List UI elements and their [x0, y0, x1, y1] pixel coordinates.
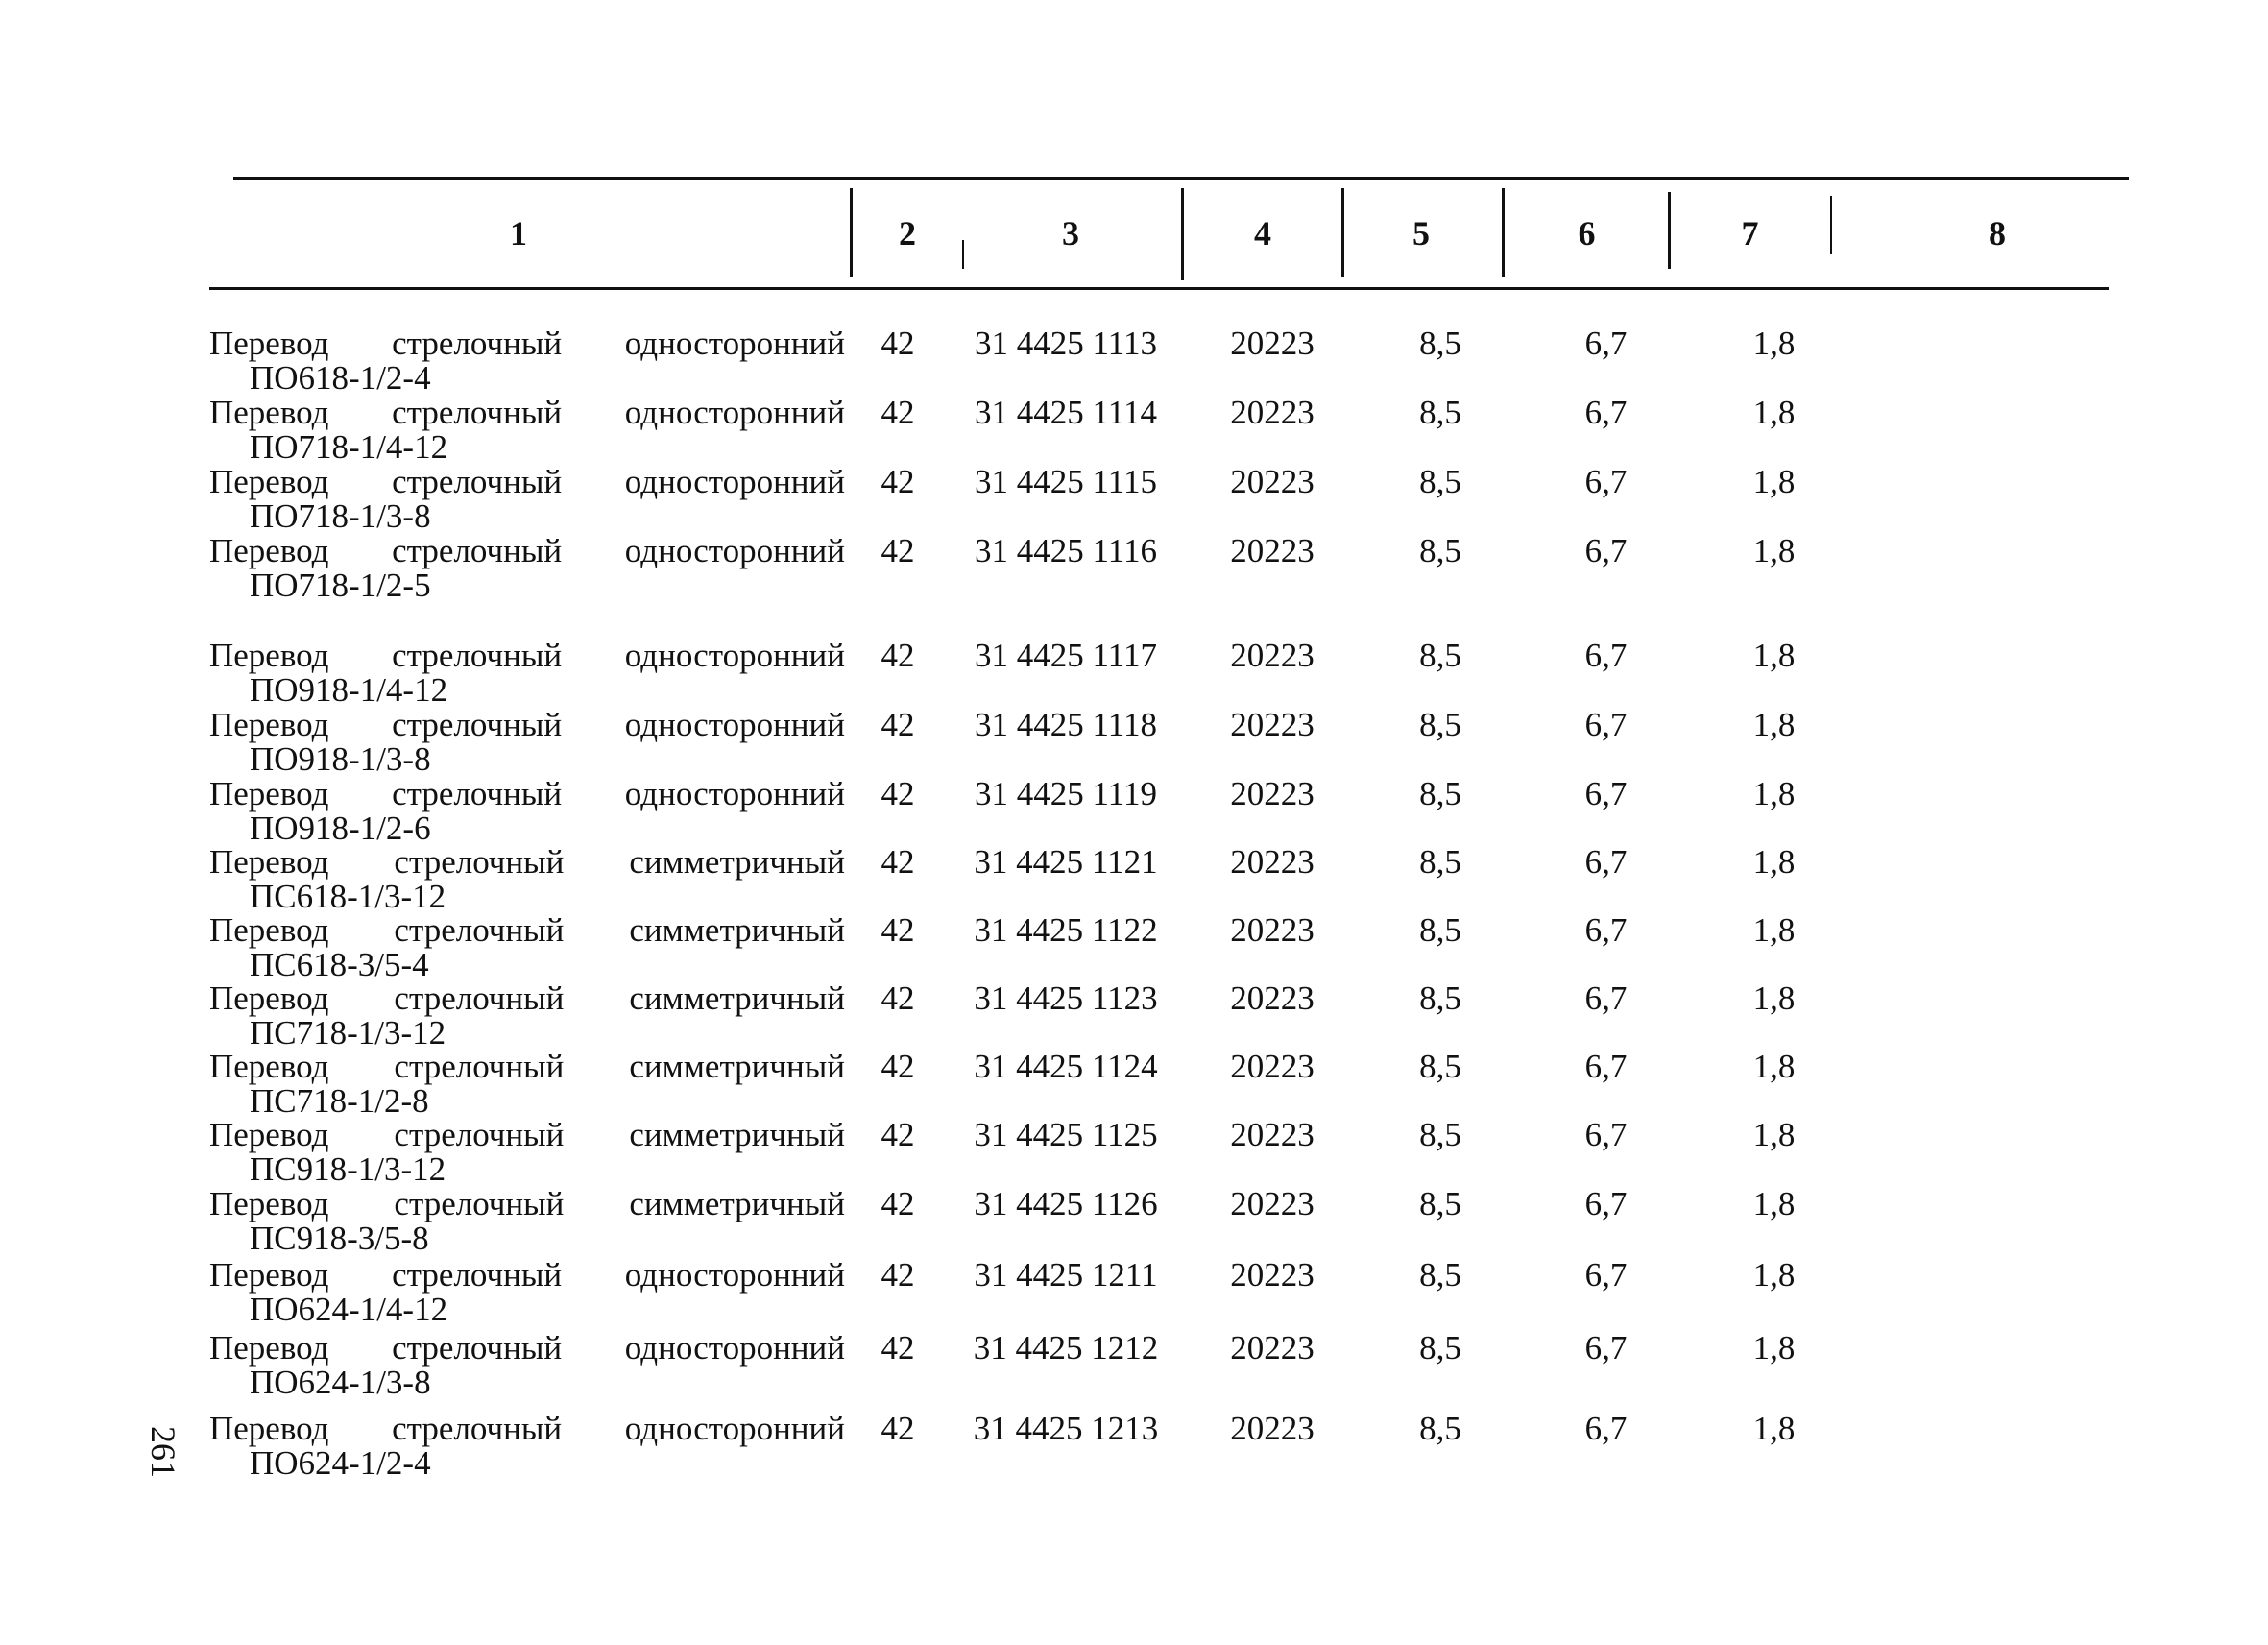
- cell-col4: 20223: [1230, 775, 1315, 812]
- table-row: [0, 396, 2268, 465]
- cell-col4: 20223: [1230, 911, 1315, 949]
- cell-col7: 1,8: [1752, 1329, 1796, 1367]
- item-code: ПО918-1/2-6: [250, 810, 431, 847]
- item-code: ПС718-1/3-12: [250, 1014, 446, 1052]
- cell-col7: 1,8: [1752, 706, 1796, 743]
- cell-col6: 6,7: [1584, 1116, 1628, 1153]
- cell-col7: 1,8: [1752, 911, 1796, 949]
- cell-col6: 6,7: [1584, 980, 1628, 1017]
- cell-col3: 31 4425 1116: [975, 532, 1157, 569]
- cell-col2: 42: [881, 1116, 915, 1153]
- table-row: [0, 534, 2268, 603]
- cell-col2: 42: [881, 1185, 915, 1222]
- cell-col5: 8,5: [1419, 1410, 1461, 1447]
- cell-col4: 20223: [1230, 463, 1315, 500]
- cell-col7: 1,8: [1752, 1256, 1796, 1294]
- item-code: ПС618-3/5-4: [250, 946, 429, 983]
- cell-col7: 1,8: [1752, 325, 1796, 362]
- cell-col5: 8,5: [1419, 843, 1461, 881]
- item-name: [209, 1412, 845, 1481]
- item-name: [209, 465, 845, 534]
- cell-col2: 42: [881, 325, 915, 362]
- cell-col6: 6,7: [1584, 637, 1628, 674]
- cell-col3: 31 4425 1122: [974, 911, 1158, 949]
- item-name-line1: Перевод стрелочный симметричный: [209, 980, 845, 1017]
- table-row: [0, 1118, 2268, 1187]
- item-code: ПО624-1/3-8: [250, 1364, 431, 1401]
- cell-col4: 20223: [1230, 706, 1315, 743]
- item-name-line1: Перевод стрелочный симметричный: [209, 1116, 845, 1153]
- item-name-line1: Перевод стрелочный односторонний: [209, 394, 845, 431]
- cell-col2: 42: [881, 1256, 915, 1294]
- cell-col4: 20223: [1230, 532, 1315, 569]
- item-code: ПО718-1/3-8: [250, 497, 431, 535]
- cell-col2: 42: [881, 1410, 915, 1447]
- cell-col2: 42: [881, 1048, 915, 1085]
- table-row: [0, 1331, 2268, 1400]
- cell-col7: 1,8: [1752, 637, 1796, 674]
- cell-col4: 20223: [1230, 1256, 1315, 1294]
- item-name-line1: Перевод стрелочный односторонний: [209, 1329, 845, 1367]
- item-name: [209, 845, 845, 914]
- cell-col3: 31 4425 1126: [974, 1185, 1158, 1222]
- item-code: ПО918-1/3-8: [250, 740, 431, 778]
- item-name-line1: Перевод стрелочный симметричный: [209, 1048, 845, 1085]
- cell-col2: 42: [881, 980, 915, 1017]
- table-row: [0, 777, 2268, 846]
- cell-col7: 1,8: [1752, 463, 1796, 500]
- column-header: 1: [510, 214, 527, 253]
- cell-col5: 8,5: [1419, 1256, 1461, 1294]
- cell-col5: 8,5: [1419, 1116, 1461, 1153]
- item-name: [209, 777, 845, 846]
- item-name-line1: Перевод стрелочный односторонний: [209, 463, 845, 500]
- cell-col6: 6,7: [1584, 843, 1628, 881]
- item-name-line1: Перевод стрелочный односторонний: [209, 1410, 845, 1447]
- item-name: [209, 327, 845, 396]
- item-name: [209, 1050, 845, 1119]
- cell-col4: 20223: [1230, 1185, 1315, 1222]
- item-name: [209, 708, 845, 777]
- table-row: [0, 639, 2268, 708]
- cell-col5: 8,5: [1419, 980, 1461, 1017]
- item-name-line1: Перевод стрелочный односторонний: [209, 532, 845, 569]
- item-name: [209, 534, 845, 603]
- cell-col5: 8,5: [1419, 706, 1461, 743]
- cell-col7: 1,8: [1752, 394, 1796, 431]
- cell-col3: 31 4425 1211: [974, 1256, 1158, 1294]
- cell-col2: 42: [881, 843, 915, 881]
- item-code: ПС618-1/3-12: [250, 878, 446, 915]
- cell-col3: 31 4425 1113: [975, 325, 1157, 362]
- item-code: ПС918-3/5-8: [250, 1220, 429, 1257]
- cell-col7: 1,8: [1752, 1116, 1796, 1153]
- cell-col4: 20223: [1230, 1116, 1315, 1153]
- page-number: 261: [144, 1426, 182, 1478]
- cell-col6: 6,7: [1584, 1048, 1628, 1085]
- item-name-line1: Перевод стрелочный односторонний: [209, 325, 845, 362]
- cell-col5: 8,5: [1419, 394, 1461, 431]
- cell-col3: 31 4425 1117: [975, 637, 1157, 674]
- item-name-line1: Перевод стрелочный односторонний: [209, 637, 845, 674]
- item-code: ПС918-1/3-12: [250, 1150, 446, 1188]
- cell-col3: 31 4425 1118: [975, 706, 1157, 743]
- item-name-line1: Перевод стрелочный односторонний: [209, 1256, 845, 1294]
- item-code: ПО718-1/2-5: [250, 567, 431, 604]
- item-name-line1: Перевод стрелочный симметричный: [209, 1185, 845, 1222]
- item-name-line1: Перевод стрелочный симметричный: [209, 911, 845, 949]
- item-name-line1: Перевод стрелочный односторонний: [209, 706, 845, 743]
- item-name: [209, 981, 845, 1051]
- cell-col2: 42: [881, 775, 915, 812]
- cell-col3: 31 4425 1124: [974, 1048, 1158, 1085]
- column-header: 2: [899, 214, 916, 253]
- cell-col4: 20223: [1230, 1048, 1315, 1085]
- table-row: [0, 1258, 2268, 1327]
- cell-col3: 31 4425 1125: [974, 1116, 1158, 1153]
- cell-col4: 20223: [1230, 325, 1315, 362]
- cell-col6: 6,7: [1584, 706, 1628, 743]
- column-header: 8: [1989, 214, 2006, 253]
- item-name: [209, 1258, 845, 1327]
- cell-col3: 31 4425 1123: [974, 980, 1158, 1017]
- cell-col2: 42: [881, 911, 915, 949]
- table-row: [0, 1050, 2268, 1119]
- column-header: 5: [1412, 214, 1430, 253]
- cell-col3: 31 4425 1115: [975, 463, 1157, 500]
- table-row: [0, 845, 2268, 914]
- cell-col3: 31 4425 1121: [974, 843, 1158, 881]
- cell-col4: 20223: [1230, 980, 1315, 1017]
- item-code: ПО918-1/4-12: [250, 671, 448, 709]
- item-code: ПС718-1/2-8: [250, 1082, 429, 1120]
- cell-col6: 6,7: [1584, 1256, 1628, 1294]
- cell-col7: 1,8: [1752, 980, 1796, 1017]
- item-name: [209, 396, 845, 465]
- table-row: [0, 981, 2268, 1051]
- cell-col6: 6,7: [1584, 1410, 1628, 1447]
- column-header: 3: [1062, 214, 1079, 253]
- cell-col4: 20223: [1230, 843, 1315, 881]
- table-row: [0, 1187, 2268, 1256]
- cell-col2: 42: [881, 1329, 915, 1367]
- cell-col7: 1,8: [1752, 843, 1796, 881]
- item-name-line1: Перевод стрелочный симметричный: [209, 843, 845, 881]
- cell-col6: 6,7: [1584, 775, 1628, 812]
- cell-col5: 8,5: [1419, 911, 1461, 949]
- cell-col5: 8,5: [1419, 637, 1461, 674]
- cell-col5: 8,5: [1419, 775, 1461, 812]
- cell-col2: 42: [881, 463, 915, 500]
- column-header: 6: [1578, 214, 1596, 253]
- cell-col5: 8,5: [1419, 1185, 1461, 1222]
- cell-col7: 1,8: [1752, 1185, 1796, 1222]
- item-name: [209, 639, 845, 708]
- item-code: ПО618-1/2-4: [250, 359, 431, 397]
- cell-col5: 8,5: [1419, 1329, 1461, 1367]
- table-row: [0, 913, 2268, 982]
- cell-col7: 1,8: [1752, 775, 1796, 812]
- item-code: ПО624-1/2-4: [250, 1444, 431, 1482]
- table-row: [0, 708, 2268, 777]
- cell-col6: 6,7: [1584, 532, 1628, 569]
- cell-col3: 31 4425 1212: [973, 1329, 1159, 1367]
- column-header: 7: [1741, 214, 1759, 253]
- item-code: ПО718-1/4-12: [250, 428, 448, 466]
- cell-col5: 8,5: [1419, 1048, 1461, 1085]
- cell-col3: 31 4425 1119: [975, 775, 1157, 812]
- column-header: 4: [1254, 214, 1271, 253]
- cell-col4: 20223: [1230, 637, 1315, 674]
- cell-col6: 6,7: [1584, 463, 1628, 500]
- item-name: [209, 1118, 845, 1187]
- cell-col6: 6,7: [1584, 911, 1628, 949]
- cell-col5: 8,5: [1419, 532, 1461, 569]
- cell-col2: 42: [881, 532, 915, 569]
- cell-col3: 31 4425 1114: [975, 394, 1157, 431]
- table-row: [0, 1412, 2268, 1481]
- cell-col2: 42: [881, 394, 915, 431]
- item-name: [209, 913, 845, 982]
- item-name: [209, 1187, 845, 1256]
- item-code: ПО624-1/4-12: [250, 1291, 448, 1328]
- cell-col7: 1,8: [1752, 1410, 1796, 1447]
- cell-col7: 1,8: [1752, 1048, 1796, 1085]
- cell-col4: 20223: [1230, 1329, 1315, 1367]
- cell-col6: 6,7: [1584, 1185, 1628, 1222]
- cell-col6: 6,7: [1584, 394, 1628, 431]
- table-row: [0, 327, 2268, 396]
- item-name: [209, 1331, 845, 1400]
- cell-col6: 6,7: [1584, 1329, 1628, 1367]
- cell-col4: 20223: [1230, 1410, 1315, 1447]
- cell-col3: 31 4425 1213: [973, 1410, 1159, 1447]
- cell-col4: 20223: [1230, 394, 1315, 431]
- item-name-line1: Перевод стрелочный односторонний: [209, 775, 845, 812]
- cell-col2: 42: [881, 637, 915, 674]
- table-row: [0, 465, 2268, 534]
- cell-col2: 42: [881, 706, 915, 743]
- cell-col5: 8,5: [1419, 325, 1461, 362]
- cell-col6: 6,7: [1584, 325, 1628, 362]
- cell-col5: 8,5: [1419, 463, 1461, 500]
- cell-col7: 1,8: [1752, 532, 1796, 569]
